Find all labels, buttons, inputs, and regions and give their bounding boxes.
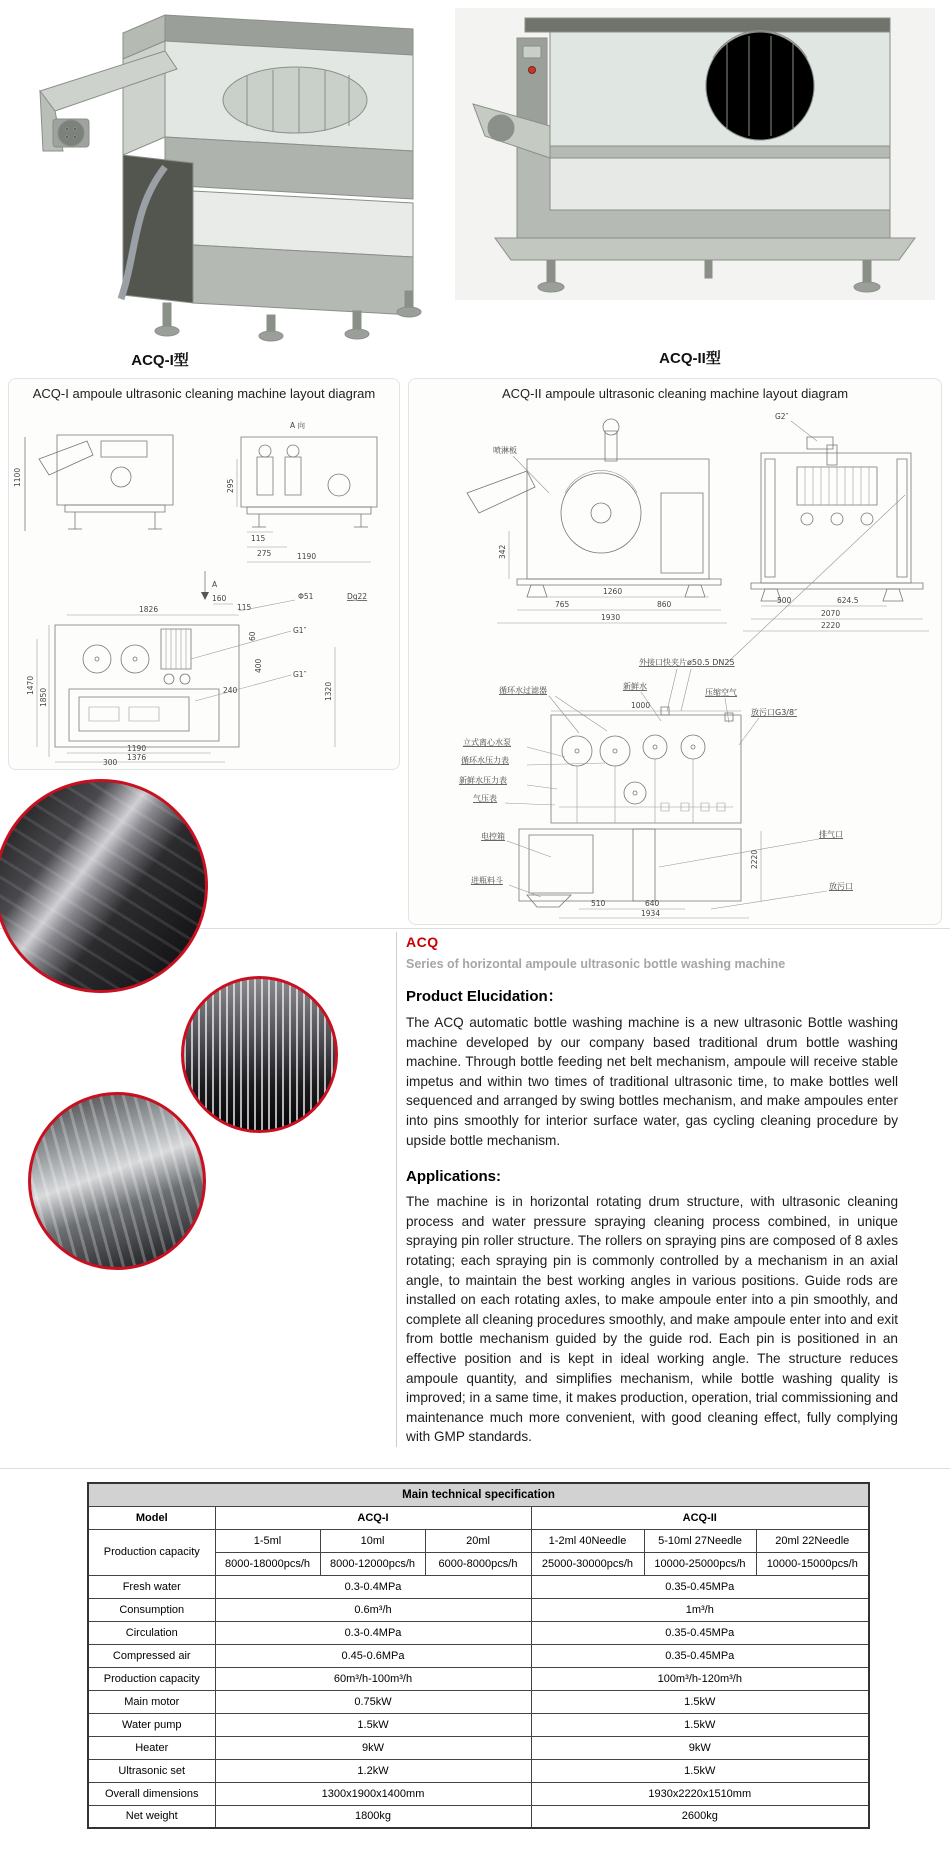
spec-cell: 5-10ml 27Needle (644, 1529, 756, 1552)
spec-row-label: Ultrasonic set (88, 1759, 215, 1782)
part-label: 压缩空气 (705, 688, 737, 697)
spec-cell: 0.6m³/h (215, 1598, 531, 1621)
spec-row-label: Net weight (88, 1805, 215, 1828)
table-row (88, 1736, 869, 1759)
part-label: 循环水压力表 (461, 756, 509, 765)
spec-row-label: Circulation (88, 1621, 215, 1644)
spec-table (87, 1482, 870, 1829)
spec-cell: 1-2ml 40Needle (531, 1529, 644, 1552)
part-label: 放污口 (829, 882, 853, 891)
spec-row-label: Production capacity (88, 1667, 215, 1690)
part-label: 循环水过滤器 (499, 686, 547, 695)
spec-cell: 25000-30000pcs/h (531, 1552, 644, 1575)
spec-cell: 1.5kW (531, 1713, 869, 1736)
part-label: 气压表 (473, 794, 497, 803)
model-acq2-cell: ACQ-II (531, 1506, 869, 1529)
capacity-label-cell: Production capacity (88, 1529, 215, 1575)
acq2-caption: ACQ-II型 (659, 350, 721, 367)
model-label-cell: Model (88, 1506, 215, 1529)
applications-heading: Applications: (406, 1168, 502, 1186)
dim-label: 1934 (641, 909, 661, 918)
dim-label: 624.5 (837, 596, 859, 605)
table-row (88, 1759, 869, 1782)
spec-cell: 1300x1900x1400mm (215, 1782, 531, 1805)
spec-cell: 0.75kW (215, 1690, 531, 1713)
dim-label: 510 (591, 899, 606, 908)
table-row (88, 1713, 869, 1736)
spec-cell: 1.5kW (215, 1713, 531, 1736)
acq1-layout-diagram (9, 401, 401, 765)
dim-label: 240 (223, 686, 238, 695)
spec-cell: 0.35-0.45MPa (531, 1621, 869, 1644)
table-row (88, 1483, 869, 1506)
dim-label: 1260 (603, 587, 623, 596)
acq2-layout-diagram (409, 401, 943, 921)
dim-label: 300 (103, 758, 118, 765)
spec-cell: 8000-18000pcs/h (215, 1552, 320, 1575)
spec-cell: 1930x2220x1510mm (531, 1782, 869, 1805)
dim-label: 2220 (750, 849, 759, 869)
table-row (88, 1805, 869, 1828)
dim-label: 1850 (39, 687, 48, 707)
dim-label: G2″ (775, 412, 789, 421)
dim-label: 500 (777, 596, 792, 605)
elucidation-heading: Product Elucidation： (406, 988, 563, 1005)
spec-cell: 0.3-0.4MPa (215, 1621, 531, 1644)
elucidation-paragraph: The ACQ automatic bottle washing machine is a new ultrasonic Bottle washing machine developed by our company based traditional drum bottle washing machine. Through bottle feeding net belt mechanism, ampoule will receive stable impetus and within two times of traditional ultrasonic time, to make bottles well sequenced and arranged by swing bottles mechanism, and make ampoules enter into pins smoothly for interior surface water, gas cycling cleaning procedure by upside bottle mechanism. (406, 1015, 898, 1148)
dim-label: 1000 (631, 701, 651, 710)
dim-label: 1930 (601, 613, 621, 622)
spec-cell: 1.5kW (531, 1759, 869, 1782)
spec-row-label: Overall dimensions (88, 1782, 215, 1805)
detail-photo-rotating-drum (28, 1092, 206, 1270)
dim-label: 860 (657, 600, 672, 609)
dim-label: 400 (254, 658, 263, 673)
spec-cell: 60m³/h-100m³/h (215, 1667, 531, 1690)
spec-cell: 10ml (320, 1529, 425, 1552)
table-row (88, 1667, 869, 1690)
spec-cell: 2600kg (531, 1805, 869, 1828)
dim-label: 1470 (26, 675, 35, 695)
part-label: 放污口G3/8″ (751, 708, 798, 717)
dim-label: 60 (248, 631, 257, 641)
dim-label: G1″ (293, 670, 307, 679)
dim-label: 295 (226, 478, 235, 493)
spec-row-label: Fresh water (88, 1575, 215, 1598)
dim-label: 1100 (13, 467, 22, 487)
dim-label: 1826 (139, 605, 159, 614)
spec-cell: 10000-15000pcs/h (756, 1552, 869, 1575)
part-label: 排气口 (819, 830, 843, 839)
dim-label: Φ51 (298, 592, 314, 601)
acq1-layout-panel (8, 378, 400, 770)
part-label: 新鲜水压力表 (459, 776, 507, 785)
spec-cell: 0.3-0.4MPa (215, 1575, 531, 1598)
spec-cell: 0.35-0.45MPa (531, 1575, 869, 1598)
detail-photo-spray-pins (181, 976, 338, 1133)
dim-label: 1190 (127, 744, 147, 753)
spec-row-label: Heater (88, 1736, 215, 1759)
applications-paragraph: The machine is in horizontal rotating drum structure, with ultrasonic cleaning process and water pressure spraying cleaning process combined, in unique spraying pin roller structure. The rollers on spraying pins are composed of 8 axles rotating; each spraying pin is commonly controlled by a mechanism in an axial angle, to maintain the best working angles in various positions. Guide rods are installed on each rotating axles, to make ampoule enter into a pin smoothly, and complete all cleaning procedures smoothly, and make ampoule enter into and exit from bottle mechanism guided by the guide rod. Each pin is positioned in an effective position and is kept in ideal working angle. The structure reduces ampoule quantity, and simplifies mechanism, while bottle washing quality is improved; in a same time, it makes production, operation, trial commissioning and maintenance much more convenient, with good cleaning effect, fully complying with GMP standards. (406, 1194, 898, 1445)
spec-cell: 1-5ml (215, 1529, 320, 1552)
spec-cell: 9kW (215, 1736, 531, 1759)
dim-label: Dg22 (347, 592, 368, 601)
spec-cell: 1m³/h (531, 1598, 869, 1621)
part-label: 立式离心水泵 (463, 738, 511, 747)
table-divider (0, 1468, 950, 1469)
part-label: 电控箱 (481, 832, 505, 841)
part-label: 喷淋板 (493, 446, 517, 455)
acq2-diagram-title: ACQ-II ampoule ultrasonic cleaning machine layout diagram (501, 386, 849, 401)
spec-cell: 9kW (531, 1736, 869, 1759)
table-row (88, 1598, 869, 1621)
dim-label: 160 (212, 594, 227, 603)
table-row (88, 1690, 869, 1713)
table-row (88, 1621, 869, 1644)
acq1-product-photo (15, 3, 440, 343)
table-row (88, 1506, 869, 1529)
dim-label: 2220 (821, 621, 841, 630)
acq2-layout-panel (408, 378, 942, 925)
part-label: 新鲜水 (623, 682, 647, 691)
part-label: 外接口快夹片ø50.5 DN25 (639, 658, 735, 667)
spec-cell: 8000-12000pcs/h (320, 1552, 425, 1575)
series-subtitle: Series of horizontal ampoule ultrasonic bottle washing machine (406, 957, 786, 971)
spec-row-label: Consumption (88, 1598, 215, 1621)
table-row (88, 1529, 869, 1552)
table-title: Main technical specification (88, 1483, 869, 1506)
spec-cell: 0.35-0.45MPa (531, 1644, 869, 1667)
dim-label: 2070 (821, 609, 841, 618)
dim-label: 115 (251, 534, 266, 543)
spec-cell: 1.5kW (531, 1690, 869, 1713)
part-label: 进瓶料斗 (471, 876, 503, 885)
dim-label: 1376 (127, 753, 147, 762)
product-info-column (396, 932, 903, 1447)
detail-photo-feed-mechanism (0, 779, 208, 993)
table-row (88, 1782, 869, 1805)
dim-label: A (212, 580, 218, 589)
dim-label: 1320 (324, 681, 333, 701)
dim-label: G1″ (293, 626, 307, 635)
model-acq1-cell: ACQ-I (215, 1506, 531, 1529)
brand-title: ACQ (406, 934, 439, 950)
spec-cell: 20ml 22Needle (756, 1529, 869, 1552)
spec-cell: 6000-8000pcs/h (425, 1552, 531, 1575)
spec-row-label: Water pump (88, 1713, 215, 1736)
table-row (88, 1644, 869, 1667)
dim-label: 342 (498, 544, 507, 559)
spec-row-label: Main motor (88, 1690, 215, 1713)
spec-cell: 100m³/h-120m³/h (531, 1667, 869, 1690)
spec-table-section (87, 1482, 870, 1829)
spec-cell: 20ml (425, 1529, 531, 1552)
acq1-caption: ACQ-I型 (131, 352, 189, 369)
dim-label: 765 (555, 600, 570, 609)
spec-cell: 1800kg (215, 1805, 531, 1828)
view-label: A 向 (290, 421, 306, 430)
dim-label: 640 (645, 899, 660, 908)
acq1-diagram-title: ACQ-I ampoule ultrasonic cleaning machine layout diagram (32, 386, 376, 401)
spec-cell: 10000-25000pcs/h (644, 1552, 756, 1575)
table-row (88, 1575, 869, 1598)
dim-label: 115 (237, 603, 252, 612)
dim-label: 275 (257, 549, 272, 558)
spec-cell: 0.45-0.6MPa (215, 1644, 531, 1667)
dim-label: 1190 (297, 552, 317, 561)
acq2-product-photo (455, 8, 935, 300)
spec-cell: 1.2kW (215, 1759, 531, 1782)
spec-row-label: Compressed air (88, 1644, 215, 1667)
